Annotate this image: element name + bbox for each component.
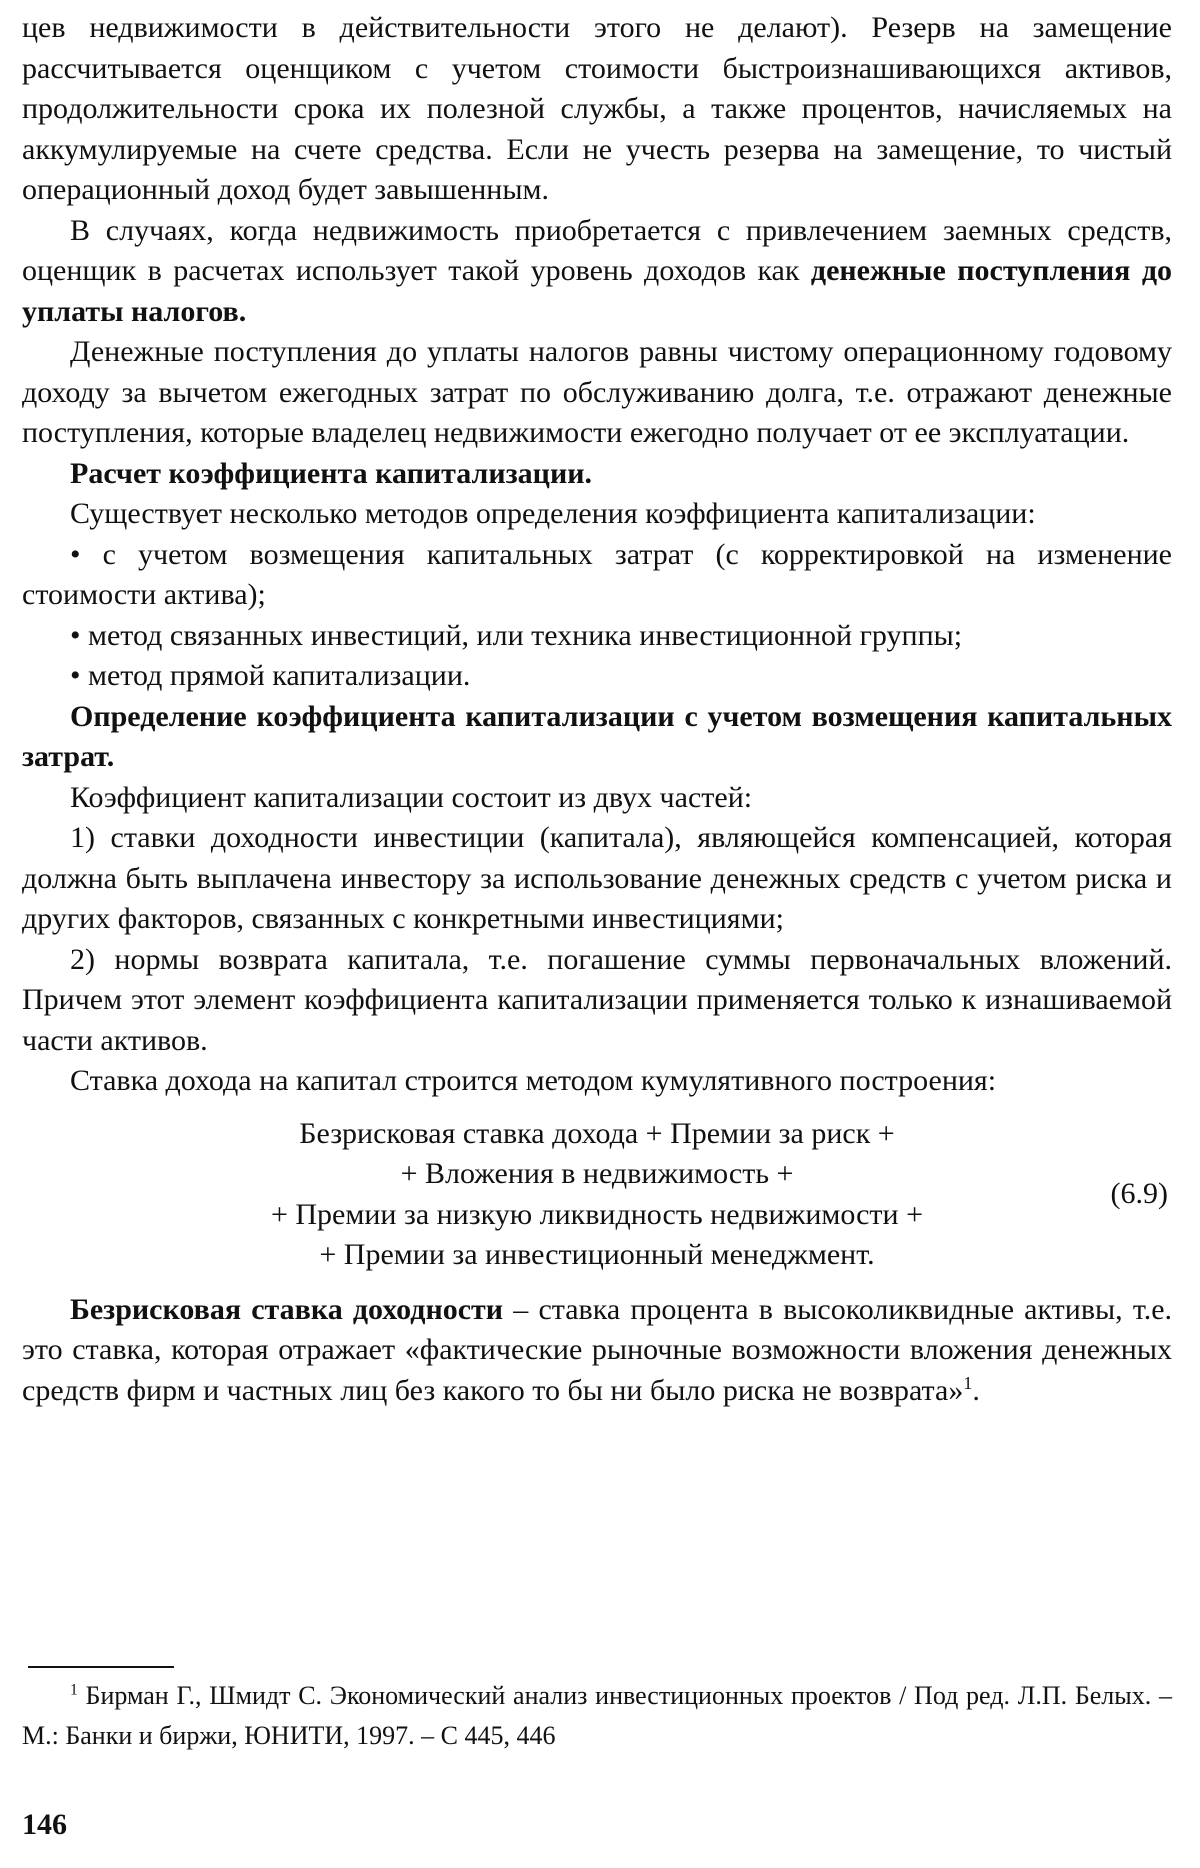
formula-number: (6.9) — [1110, 1176, 1168, 1210]
footnote-separator — [28, 1666, 174, 1668]
bullet-direct-capitalization: • метод прямой капитализации. — [70, 659, 471, 692]
heading-cap-rate-calculation: Расчет коэффициента капитализации. — [70, 456, 593, 490]
paragraph-risk-free-rate-end: . — [972, 1373, 980, 1407]
term-cash-flow-before-tax: денежные поступления до уплаты налогов. — [22, 254, 1173, 328]
formula-6-9 — [22, 1114, 1172, 1276]
paragraph-borrowed-funds — [22, 211, 1172, 333]
footnote — [22, 1676, 1172, 1756]
formula-line-3: + Премии за низкую ликвидность недвижимости + — [270, 1197, 924, 1231]
heading-cap-rate-capital-recovery: Определение коэффициента капитализации с учетом возмещения капитальных затрат. — [22, 699, 1172, 773]
paragraph-borrowed-funds-text: В случаях, когда недвижимость приобретается с привлечением заемных средств, оценщик в расчетах использует такой уровень доходов как — [22, 213, 1172, 287]
list-item-rate-of-return: 1) ставки доходности инвестиции (капитала), являющейся компенсацией, которая должна быть выплачена инвестору за использование денежных средств с учетом риска и других факторов, связанных с конкретными инвестициями; — [22, 821, 1172, 935]
paragraph-risk-free-rate-text: – ставка процента в высоколиквидные активы, т.е. это ставка, которая отражает «фактические рыночные возможности вложения денежных средств фирм и частных лиц без какого то бы ни было риска не возврата» — [22, 1292, 1173, 1407]
page-body — [22, 8, 1172, 1411]
formula-line-1: Безрисковая ставка дохода + Премии за риск + — [299, 1116, 895, 1150]
paragraph-methods-intro: Существует несколько методов определения коэффициента капитализации: — [70, 497, 1036, 530]
paragraph-cash-flow-definition: Денежные поступления до уплаты налогов равны чистому операционному годовому доходу за вычетом ежегодных затрат по обслуживанию долга, т.е. отражают денежные поступления, которые владелец недвижимости ежегодно получает от ее эксплуатации. — [22, 335, 1172, 449]
list-item-return-of-capital: 2) нормы возврата капитала, т.е. погашение суммы первоначальных вложений. Причем этот элемент коэффициента капитализации применяется только к изнашиваемой части активов. — [22, 942, 1172, 1057]
formula-line-2: + Вложения в недвижимость + — [400, 1157, 794, 1190]
formula-line-4: + Премии за инвестиционный менеджмент. — [319, 1238, 875, 1271]
footnote-reference: 1 — [963, 1372, 973, 1393]
footnote-text: Бирман Г., Шмидт С. Экономический анализ инвестиционных проектов / Под ред. Л.П. Белых. – М.: Банки и биржи, ЮНИТИ, 1997. – С 445, 446 — [22, 1681, 1172, 1750]
paragraph-cumulative-build-up: Ставка дохода на капитал строится методом кумулятивного построения: — [70, 1064, 997, 1097]
page-number: 146 — [22, 1808, 67, 1841]
paragraph-replacement-reserve: цев недвижимости в действительности этого не делают). Резерв на замещение рассчитывается оценщиком с учетом стоимости быстроизнашивающихся активов, продолжительности срока их полезной службы, а также процентов, начисляемых на аккумулируемые на счете средства. Если не учесть резерва на замещение, то чистый операционный доход будет завышенным. — [22, 11, 1172, 206]
paragraph-two-parts: Коэффициент капитализации состоит из двух частей: — [70, 780, 753, 814]
term-risk-free-rate: Безрисковая ставка доходности — [70, 1292, 504, 1326]
footnote-marker: 1 — [70, 1681, 78, 1699]
bullet-capital-recovery: • с учетом возмещения капитальных затрат (с корректировкой на изменение стоимости актива); — [22, 537, 1172, 611]
paragraph-risk-free-rate — [22, 1290, 1172, 1412]
bullet-band-of-investment: • метод связанных инвестиций, или техника инвестиционной группы; — [70, 618, 963, 652]
